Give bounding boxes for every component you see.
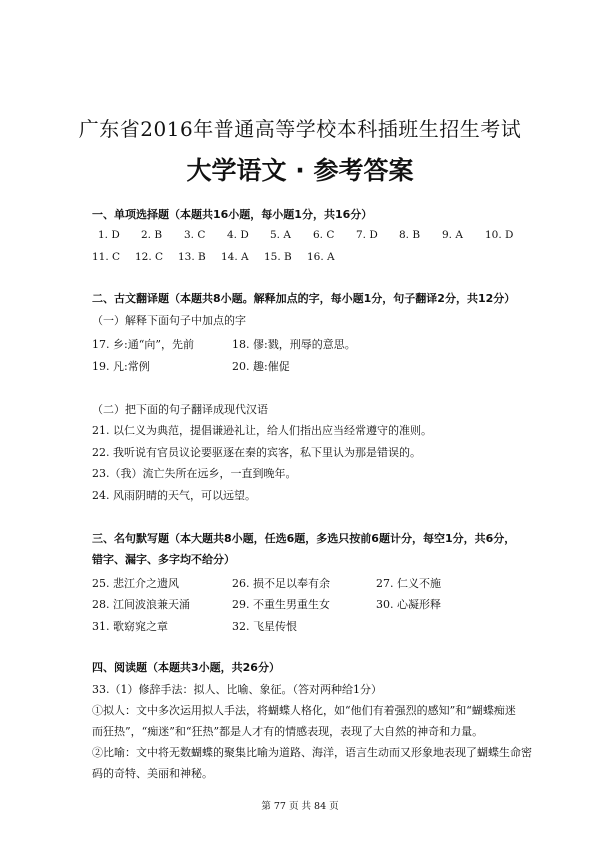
page-footer: 第 77 页 共 84 页 <box>261 801 339 812</box>
answer-21: 21. 以仁义为典范，提倡谦逊礼让，给人们指出应当经常遵守的准则。 <box>92 424 432 437</box>
answer-29: 29. 不重生男重生女 <box>232 598 330 611</box>
mc-answer-11: 11. C <box>92 251 121 263</box>
answer-31: 31. 歌窈窕之章 <box>92 620 168 633</box>
mc-answer-14: 14. A <box>221 251 249 263</box>
section-2-heading: 二、古文翻译题（本题共8小题。解释加点的字，每小题1分，句子翻译2分，共12分） <box>92 292 516 305</box>
document-subtitle: 大学语文 · 参考答案 <box>186 156 414 185</box>
answer-20: 20. 趣:催促 <box>232 360 290 373</box>
section-3-heading-line1: 三、名句默写题（本大题共8小题，任选6题，多选只按前6题计分，每空1分，共6分， <box>92 532 516 545</box>
mc-answer-12: 12. C <box>135 251 164 263</box>
answer-19: 19. 凡:常例 <box>92 360 150 373</box>
answer-23: 23.（我）流亡失所在远乡，一直到晚年。 <box>92 467 297 480</box>
answer-33-p2-line1: ②比喻：文中将无数蝴蝶的聚集比喻为道路、海洋，语言生动而又形象地表现了蝴蝶生命密 <box>92 746 532 759</box>
section-2-sub1: （一）解释下面句子中加点的字 <box>92 314 246 327</box>
mc-answer-7: 7. D <box>356 229 378 241</box>
exam-title: 广东省2016年普通高等学校本科插班生招生考试 <box>78 117 522 141</box>
mc-answer-1: 1. D <box>98 229 120 241</box>
mc-answer-15: 15. B <box>264 251 292 263</box>
answer-33-1: 33.（1）修辞手法：拟人、比喻、象征。（答对两种给1分） <box>92 683 382 696</box>
section-1-heading: 一、单项选择题（本题共16小题，每小题1分，共16分） <box>92 208 373 221</box>
answer-27: 27. 仁义不施 <box>376 577 441 590</box>
mc-answer-8: 8. B <box>399 229 421 241</box>
answer-25: 25. 悲江介之遗风 <box>92 577 179 590</box>
mc-answer-6: 6. C <box>313 229 335 241</box>
answer-33-p1-line2: 而狂热”，“痴迷”和“狂热”都是人才有的情感表现，表现了大自然的神奇和力量。 <box>92 725 484 738</box>
answer-24: 24. 风雨阴晴的天气，可以远望。 <box>92 489 256 502</box>
mc-answer-3: 3. C <box>184 229 206 241</box>
mc-answer-16: 16. A <box>307 251 335 263</box>
mc-answer-13: 13. B <box>178 251 206 263</box>
answer-22: 22. 我听说有官员议论要驱逐在秦的宾客，私下里认为那是错误的。 <box>92 446 421 459</box>
section-4-heading: 四、阅读题（本题共3小题，共26分） <box>92 661 280 674</box>
answer-33-p1-line1: ①拟人：文中多次运用拟人手法，将蝴蝶人格化，如“他们有着强烈的感知”和“蝴蝶痴迷 <box>92 704 516 717</box>
section-2-sub2: （二）把下面的句子翻译成现代汉语 <box>92 403 268 416</box>
answer-33-p2-line2: 码的奇特、美丽和神秘。 <box>92 767 213 780</box>
answer-18: 18. 僇:戮，刑辱的意思。 <box>232 338 356 351</box>
section-3-heading-line2: 错字、漏字、多字均不给分） <box>92 553 235 566</box>
mc-answer-2: 2. B <box>141 229 163 241</box>
answer-17: 17. 乡:通“向”，先前 <box>92 338 194 351</box>
mc-answer-5: 5. A <box>270 229 291 241</box>
answer-28: 28. 江间波浪兼天涌 <box>92 598 190 611</box>
answer-30: 30. 心凝形释 <box>376 598 441 611</box>
mc-answer-10: 10. D <box>485 229 514 241</box>
answer-26: 26. 损不足以奉有余 <box>232 577 330 590</box>
mc-answer-9: 9. A <box>442 229 463 241</box>
answer-32: 32. 飞星传恨 <box>232 620 297 633</box>
mc-answer-4: 4. D <box>227 229 249 241</box>
